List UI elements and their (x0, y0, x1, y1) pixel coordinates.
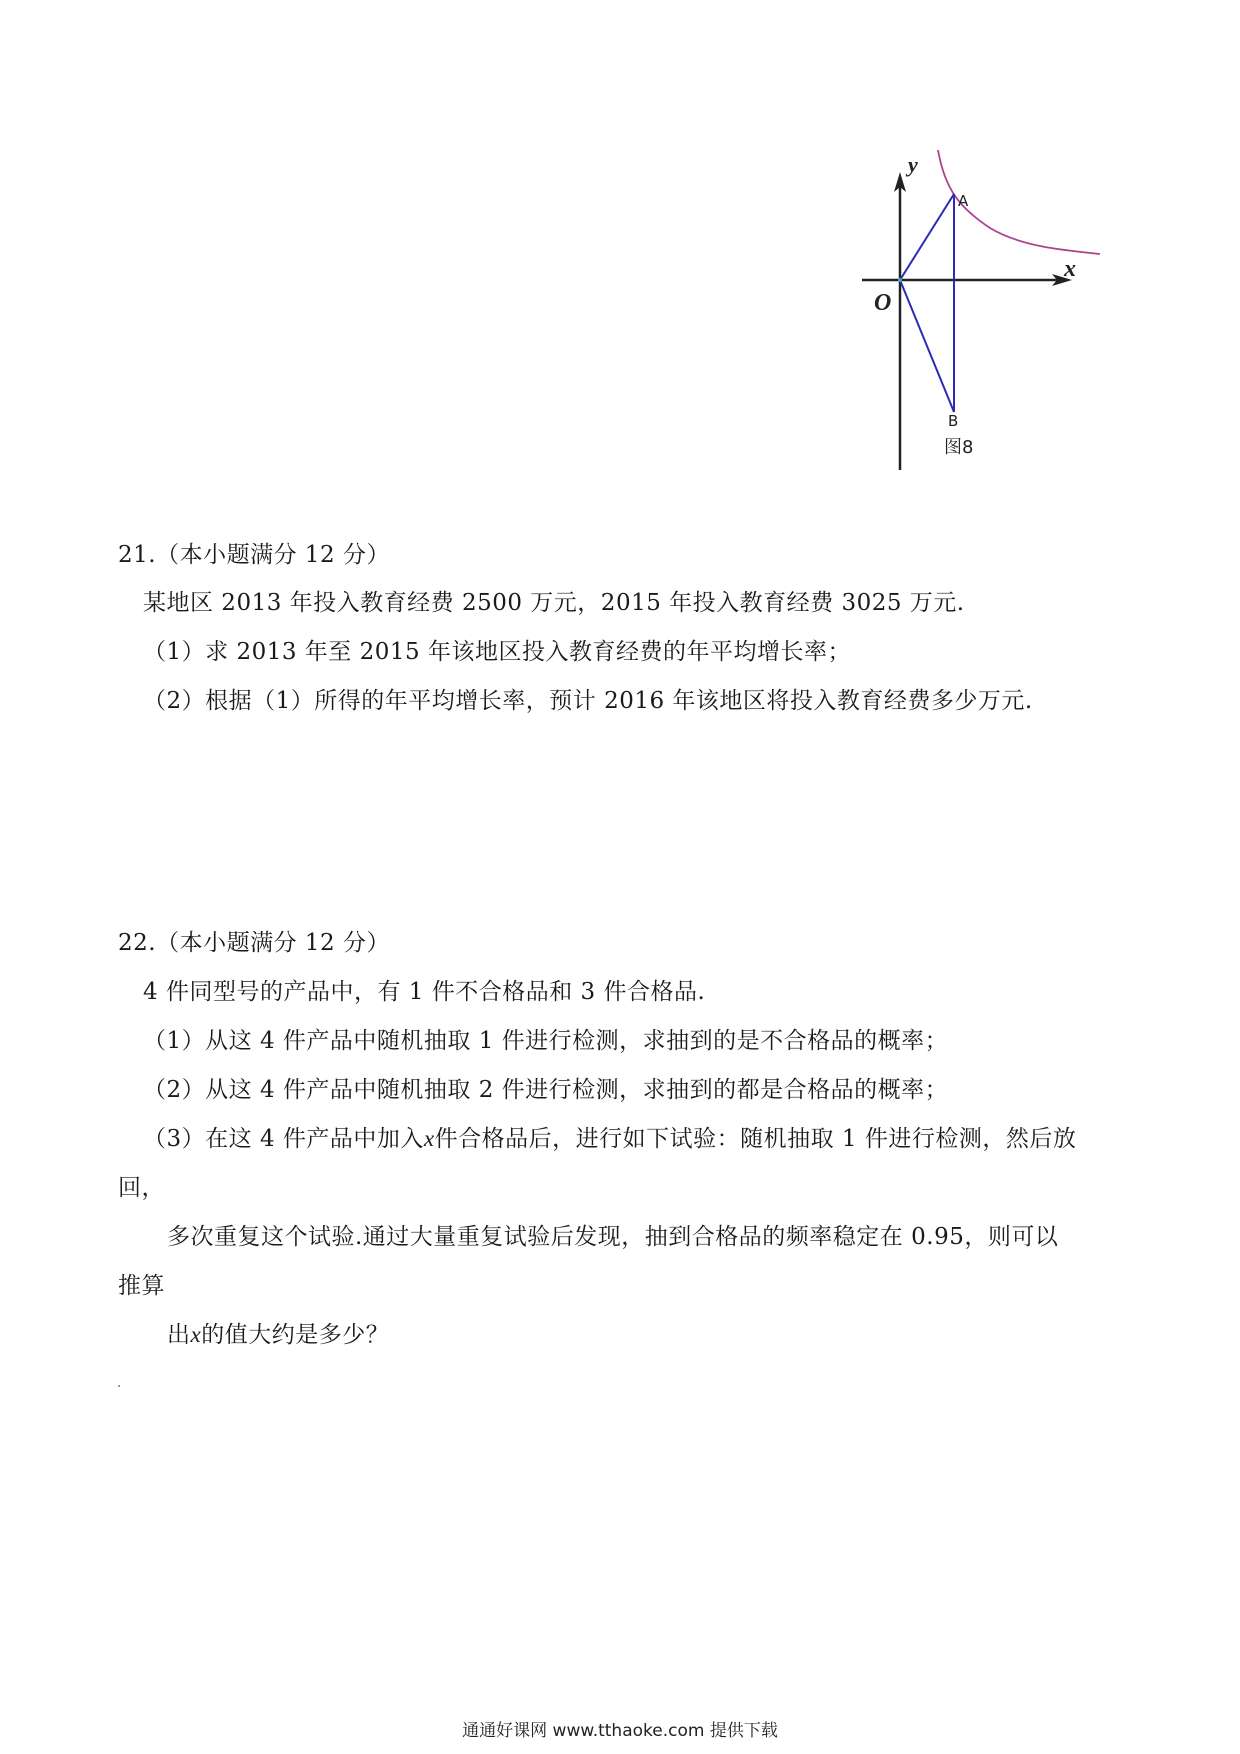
origin-label: O (874, 290, 892, 316)
q22-line-5: 回， (118, 1175, 165, 1201)
q22-line-3: （2）从这 4 件产品中随机抽取 2 件进行检测，求抽到的都是合格品的概率； (143, 1077, 949, 1103)
q21-line-2: （1）求 2013 年至 2015 年该地区投入教育经费的年平均增长率； (143, 639, 851, 665)
segment-ob (900, 280, 954, 412)
q22-line-4-pre: （3）在这 4 件产品中加入 (143, 1126, 424, 1152)
q22-line-8-pre: 出 (167, 1322, 191, 1348)
variable-x: x (423, 1126, 435, 1151)
origin-point (898, 278, 902, 282)
q22-line-4 (143, 1124, 1076, 1154)
point-b-label: B (948, 412, 959, 430)
q22-header: 22.（本小题满分 12 分） (118, 930, 390, 956)
q22-line-7: 推算 (118, 1273, 165, 1299)
point-a-label: A (958, 192, 969, 210)
variable-x: x (190, 1322, 202, 1347)
q22-line-8-post: 的值大约是多少？ (201, 1322, 390, 1348)
q22-line-6: 多次重复这个试验.通过大量重复试验后发现，抽到合格品的频率稳定在 0.95，则可以 (167, 1224, 1059, 1250)
coordinate-diagram (840, 150, 1120, 480)
q22-line-1: 4 件同型号的产品中，有 1 件不合格品和 3 件合格品. (143, 979, 706, 1005)
figure-8 (840, 150, 1120, 480)
q22-line-4-post: 件合格品后，进行如下试验：随机抽取 1 件进行检测，然后放 (434, 1126, 1077, 1152)
q22-line-2: （1）从这 4 件产品中随机抽取 1 件进行检测，求抽到的是不合格品的概率； (143, 1028, 949, 1054)
y-axis-label: y (908, 152, 918, 177)
page-footer: 通通好课网 www.tthaoke.com 提供下载 (462, 1721, 778, 1741)
figure-caption: 图8 (944, 437, 974, 458)
q22-line-8 (167, 1320, 389, 1350)
x-axis-label: x (1064, 256, 1076, 282)
q21-line-1: 某地区 2013 年投入教育经费 2500 万元，2015 年投入教育经费 3025 万元. (143, 590, 965, 616)
q21-line-3: （2）根据（1）所得的年平均增长率，预计 2016 年该地区将投入教育经费多少万元. (143, 688, 1033, 714)
segment-oa (900, 194, 954, 280)
stray-mark (118, 1385, 120, 1387)
q21-header: 21.（本小题满分 12 分） (118, 542, 390, 568)
